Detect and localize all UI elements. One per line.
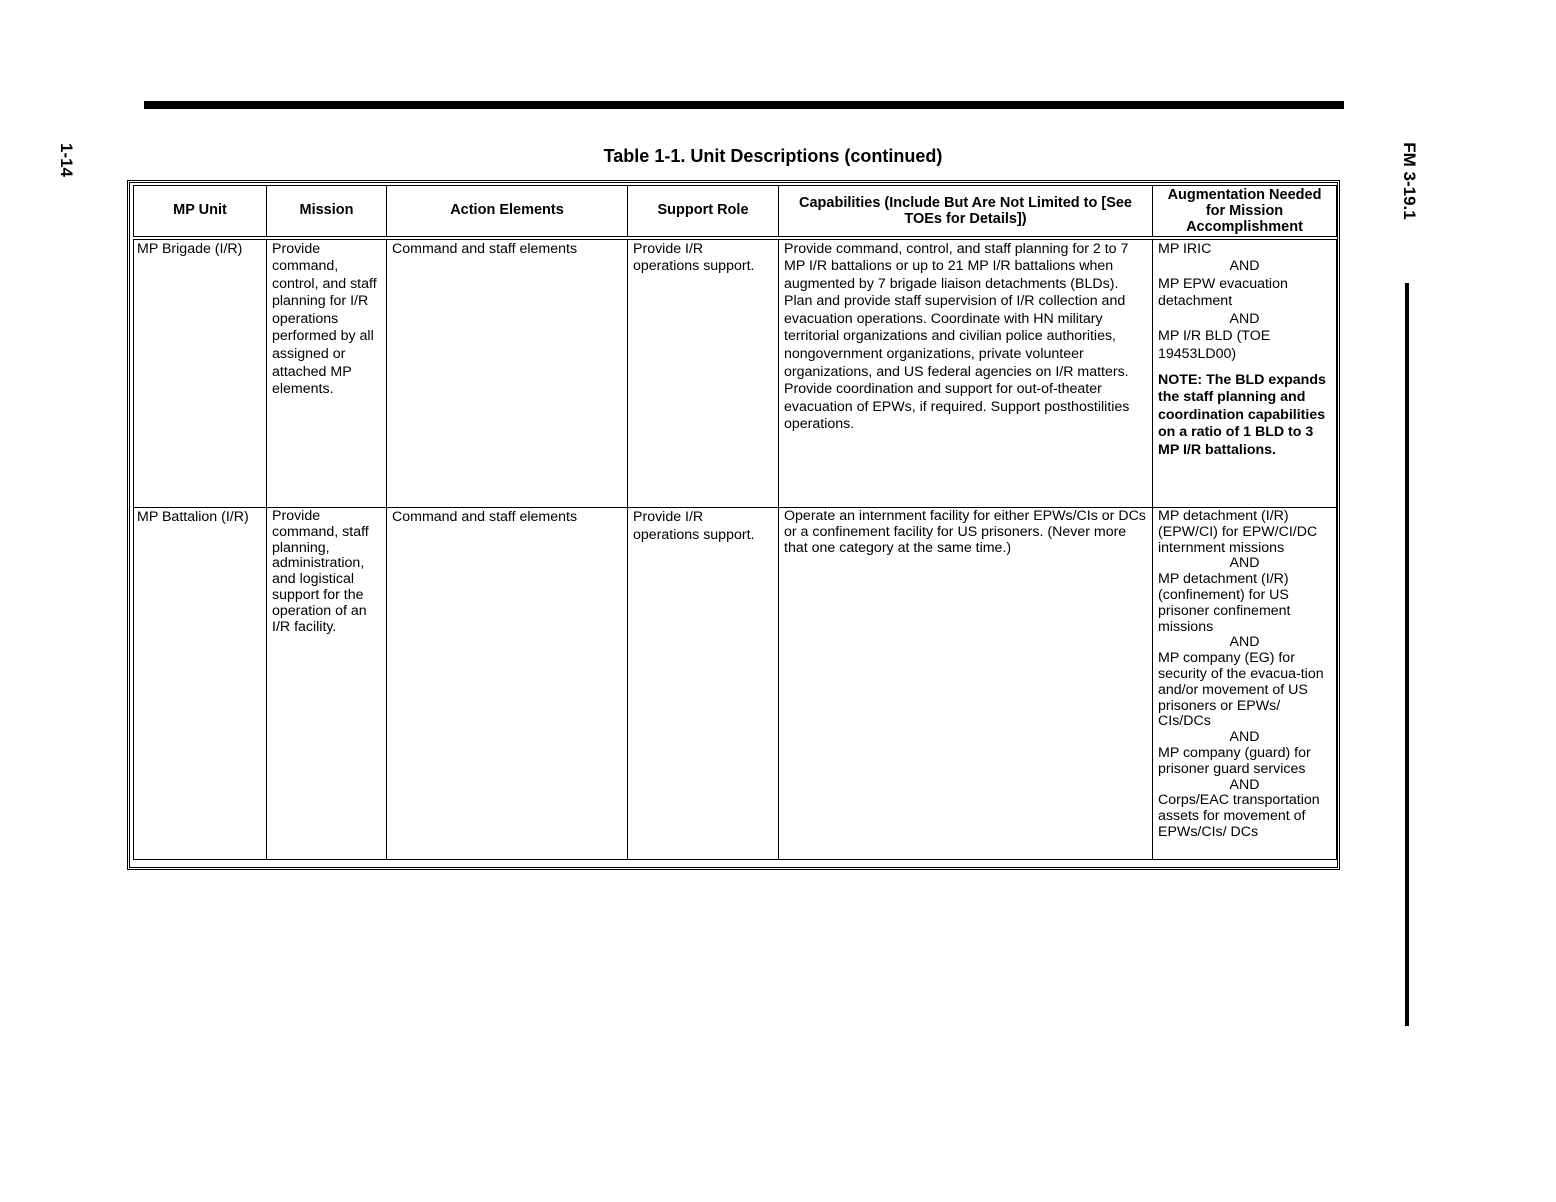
column-header-capabilities: Capabilities (Include But Are Not Limited to [See TOEs for Details]) (779, 186, 1153, 238)
document-id: FM 3-19.1 (1400, 142, 1419, 220)
top-rule (144, 101, 1344, 109)
augmentation-item: MP IRIC (1158, 240, 1212, 257)
augmentation-item: MP I/R BLD (TOE 19453LD00) (1158, 328, 1271, 363)
and-connector: AND (1229, 634, 1260, 651)
augmentation-item: MP detachment (I/R) (EPW/CI) for EPW/CI/DC internment missions (1158, 508, 1318, 556)
cell-action-elements: Command and staff elements (387, 238, 628, 508)
cell-support-role: Provide I/R operations support. (628, 238, 779, 508)
and-connector: AND (1229, 729, 1260, 746)
table-title: Table 1-1. Unit Descriptions (continued) (603, 146, 943, 166)
column-header-support-role: Support Role (628, 186, 779, 238)
cell-unit: MP Battalion (I/R) (134, 508, 267, 860)
augmentation-item: MP company (EG) for security of the evacua-tion and/or movement of US prisoners or EPWs/ CIs/DCs (1158, 650, 1324, 730)
cell-unit: MP Brigade (I/R) (134, 238, 267, 508)
augmentation-item: MP EPW evacuation detachment (1158, 275, 1288, 310)
cell-mission: Provide command, control, and staff planning for I/R operations performed by all assigned or attached MP elements. (267, 238, 387, 508)
augmentation-note: NOTE: The BLD expands the staff planning and coordination capabilities on a ratio of 1 BLD to 3 MP I/R battalions. (1158, 371, 1326, 459)
cell-mission: Provide command, staff planning, administration, and logistical support for the operation of an I/R facility. (267, 508, 387, 860)
cell-augmentation (1153, 238, 1337, 508)
cell-action-elements: Command and staff elements (387, 508, 628, 860)
column-header-augmentation: Augmentation Needed for Mission Accomplishment (1153, 186, 1337, 238)
column-header-mp-unit: MP Unit (134, 186, 267, 238)
column-header-action-elements: Action Elements (387, 186, 628, 238)
page-number: 1-14 (57, 142, 76, 178)
table-row (134, 508, 1337, 860)
and-connector: AND (1229, 258, 1260, 275)
cell-augmentation (1153, 508, 1337, 860)
and-connector: AND (1229, 776, 1260, 793)
and-connector: AND (1229, 310, 1260, 327)
column-header-mission: Mission (267, 186, 387, 238)
change-bar (1405, 283, 1409, 1026)
augmentation-item: MP company (guard) for prisoner guard services (1158, 744, 1311, 777)
cell-capabilities: Provide command, control, and staff planning for 2 to 7 MP I/R battalions or up to 21 MP I/R battalions when augmented by 7 brigade liaison detachments (BLDs). Plan and provide staff supervision of I/R collection and evacuation operations. Coordinate with HN military territorial organizations and civilian police authorities, nongovernment organizations, private volunteer organizations, and US federal agencies on I/R matters. Provide coordination and support for out-of-theater evacuation of EPWs, if required. Support posthostilities operations. (779, 238, 1153, 508)
cell-capabilities: Operate an internment facility for either EPWs/CIs or DCs or a confinement facility for US prisoners. (Never more that one category at the same time.) (779, 508, 1153, 860)
table-row (134, 238, 1337, 508)
unit-descriptions-table (133, 185, 1337, 860)
augmentation-item: Corps/EAC transportation assets for movement of EPWs/CIs/ DCs (1158, 792, 1320, 840)
cell-support-role: Provide I/R operations support. (628, 508, 779, 860)
table-header-row (134, 186, 1337, 238)
and-connector: AND (1229, 555, 1260, 572)
augmentation-item: MP detachment (I/R) (confinement) for US prisoner confinement missions (1158, 571, 1291, 635)
